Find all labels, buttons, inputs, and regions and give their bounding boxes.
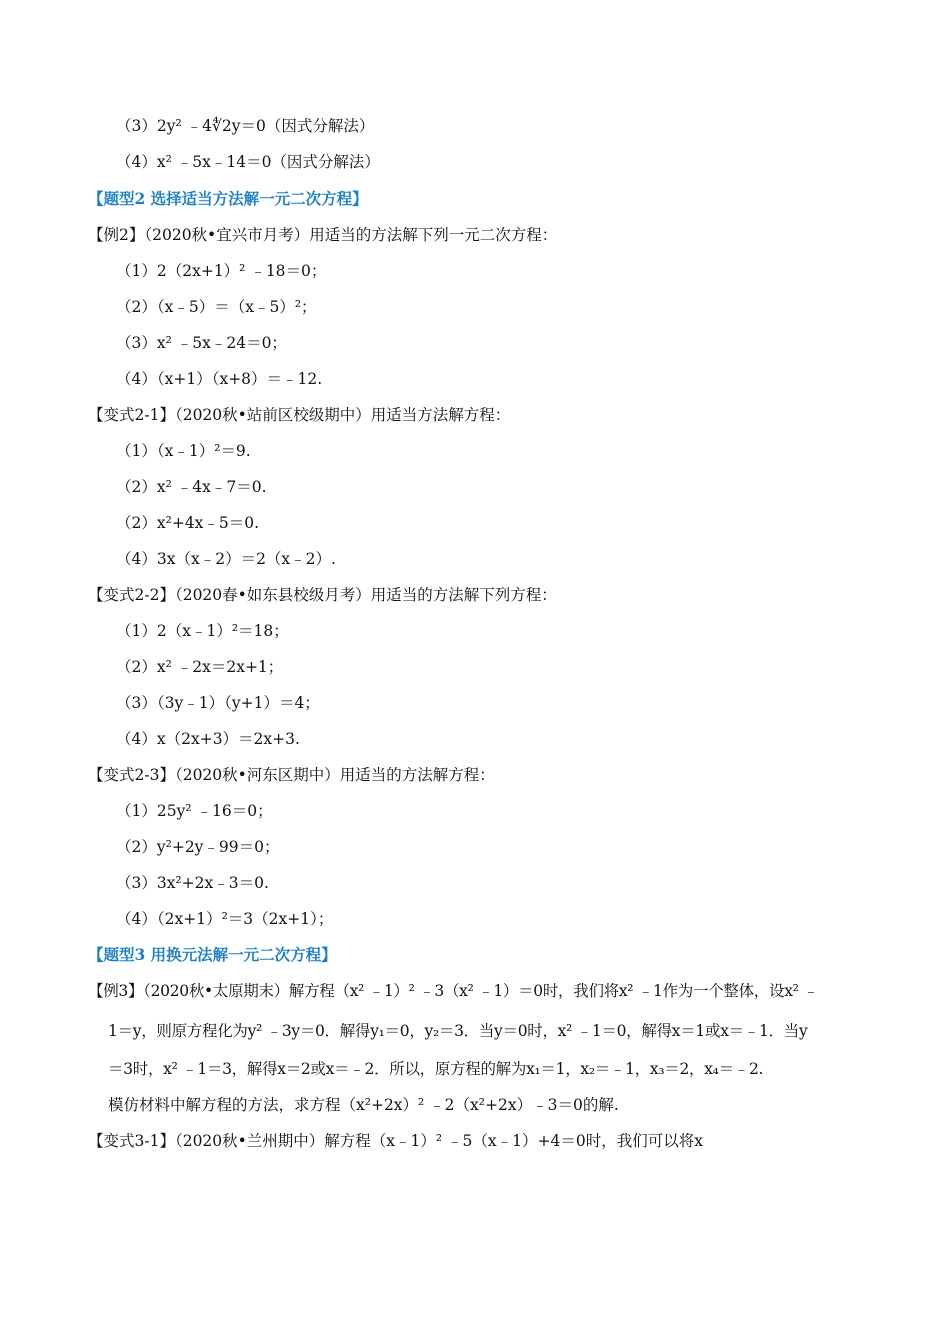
problem-line: （1）2（x﹣1）²＝18； [116,622,289,640]
problem-line: （4）x（2x+3）＝2x+3. [116,730,300,748]
problem-line: （4）x² ﹣5x﹣14＝0（因式分解法） [116,153,380,171]
problem-line: （2）x²+4x﹣5＝0. [116,514,260,532]
problem-line: （3）2y² ﹣4∜2y＝0（因式分解法） [116,117,375,135]
problem-line: （4）（2x+1）²＝3（2x+1）； [116,910,334,928]
example-paragraph-line: 模仿材料中解方程的方法，求方程（x²+2x）² ﹣2（x²+2x）﹣3＝0的解. [108,1096,619,1114]
variant-title: 【变式2-2】（2020春•如东县校级月考）用适当的方法解下列方程： [88,586,557,604]
variant-title: 【变式2-1】（2020秋•站前区校级期中）用适当方法解方程： [88,406,511,424]
variant-title: 【变式3-1】（2020秋•兰州期中）解方程（x﹣1）² ﹣5（x﹣1）+4＝0时，我们可以将x [88,1132,703,1150]
section-heading: 【题型2 选择适当方法解一元二次方程】 [88,189,368,208]
example-paragraph-line: 1＝y，则原方程化为y² ﹣3y＝0．解得y₁＝0，y₂＝3．当y＝0时，x² ﹣1＝0，解得x＝1或x＝﹣1．当y [108,1022,808,1040]
problem-line: （2）x² ﹣4x﹣7＝0. [116,478,267,496]
problem-line: （2）x² ﹣2x＝2x+1； [116,658,284,676]
problem-line: （1）25y² ﹣16＝0； [116,802,273,820]
example-paragraph-line: ＝3时，x² ﹣1＝3，解得x＝2或x＝﹣2．所以，原方程的解为x₁＝1，x₂＝﹣1，x₃＝2，x₄＝﹣2. [108,1060,764,1078]
example-paragraph-line: 【例3】（2020秋•太原期末）解方程（x² ﹣1）² ﹣3（x² ﹣1）＝0时，我们将x² ﹣1作为一个整体，设x² ﹣ [88,982,819,1000]
problem-line: （2）y²+2y﹣99＝0； [116,838,280,856]
problem-line: （3）3x²+2x﹣3＝0. [116,874,269,892]
variant-title: 【变式2-3】（2020秋•河东区期中）用适当的方法解方程： [88,766,495,784]
problem-line: （2）（x﹣5）＝（x﹣5）²； [116,298,317,316]
example-title: 【例2】（2020秋•宜兴市月考）用适当的方法解下列一元二次方程： [88,226,558,244]
problem-line: （4）（x+1）（x+8）＝﹣12. [116,370,323,388]
problem-line: （4）3x（x﹣2）＝2（x﹣2）. [116,550,336,568]
section-heading: 【题型3 用换元法解一元二次方程】 [88,945,337,964]
problem-line: （3）x² ﹣5x﹣24＝0； [116,334,287,352]
problem-line: （1）（x﹣1）²＝9. [116,442,251,460]
problem-line: （1）2（2x+1）² ﹣18＝0； [116,262,327,280]
problem-line: （3）（3y﹣1）（y+1）＝4； [116,694,320,712]
